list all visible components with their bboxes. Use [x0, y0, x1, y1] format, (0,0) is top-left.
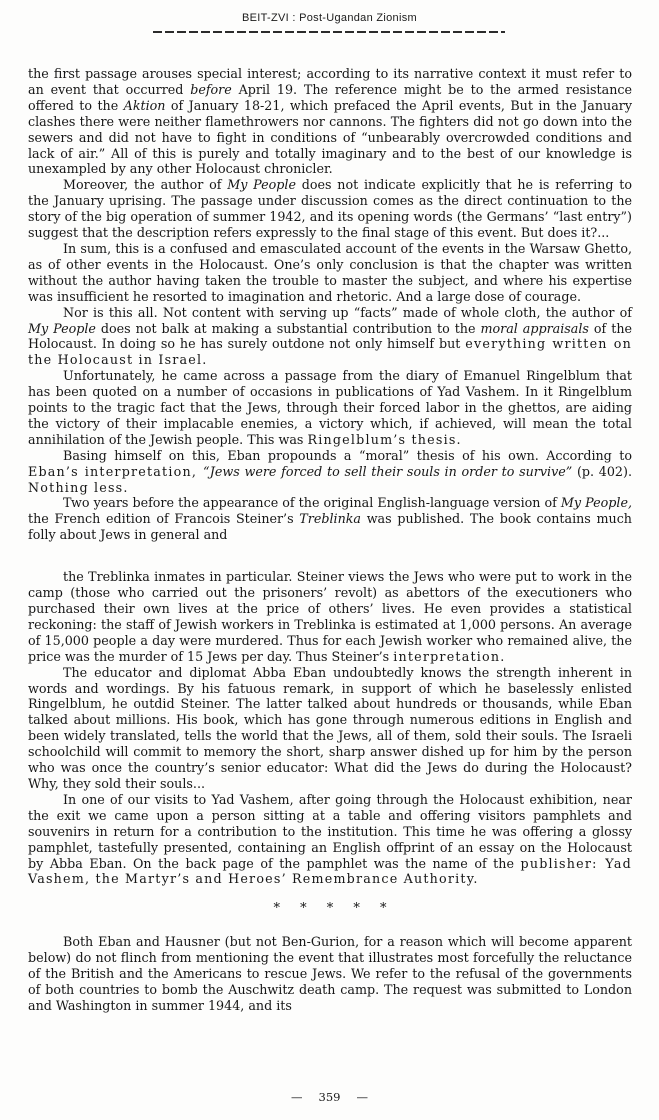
- text-run: April 19. The reference might be to the armed resistance offered to the: [28, 81, 632, 113]
- text-run: Two years before the appearance of the original English-language version of: [63, 495, 561, 511]
- text-run: Nor is this all. Not content with serving up “facts” made of whole cloth, the author of: [63, 304, 632, 320]
- header-rule: [153, 31, 505, 33]
- text-run: Both Eban and Hausner (but not Ben-Gurion, for a reason which will become apparent below) do not flinch from mentioning the event that illustrates most forcefully the reluctance of the British and the Americans to rescue Jews. We refer to the refusal of the governments of both countries to bomb the Auschwitz death camp. The request was submitted to London and Washington in summer 1944, and its: [28, 934, 632, 1013]
- text-run: Nothing less.: [28, 479, 129, 495]
- italic-run: before: [190, 81, 232, 97]
- italic-run: My People: [227, 177, 296, 193]
- section-separator-stars: * * * * *: [273, 901, 387, 917]
- paragraph-12: [28, 934, 632, 1014]
- text-run: interpretation.: [393, 648, 506, 664]
- text-run: does not indicate explicitly that he is referring to the January uprising. The passage under discussion comes as the direct continuation to the story of the big operation of summer 1942, and its opening words (the Germans’ “last entry”) suggest that the description refers expressly to the final stage of this event. But does it?...: [28, 177, 632, 241]
- italic-run: “Jews were forced to sell their souls in order to survive”: [202, 463, 573, 479]
- text-run: the French edition of Francois Steiner’s: [28, 511, 300, 527]
- text-run: everything written on the Holocaust in Israel.: [28, 336, 632, 368]
- text-run: The educator and diplomat Abba Eban undoubtedly knows the strength inherent in words and wordings. By his fatuous remark, in support of which he baselessly enlisted Ringelblum, he outdid Steiner. The latter talked about hundreds or thousands, while Eban talked about millions. His book, which has gone through numerous editions in English and been widely translated, tells the world that the Jews, all of them, sold their souls. The Israeli schoolchild will commit to memory the short, sharp answer dished up for him by the person who was once the country’s senior educator: What did the Jews do during the Holocaust? Why, they sold their souls...: [28, 664, 632, 791]
- text-run: the Treblinka inmates in particular. Steiner views the Jews who were put to work in the camp (those who carried out the prisoners’ revolt) as abettors of the executioners who purchased their own lives at the price of others’ lives. He even provides a statistical reckoning: the staff of Jewish workers in Treblinka is estimated at 1,000 persons. An average of 15,000 people a day were murdered. Thus for each Jewish worker who remained alive, the price was the murder of 15 Jews per day. Thus Steiner’s: [28, 569, 632, 664]
- text-run: In one of our visits to Yad Vashem, after going through the Holocaust exhibition, near the exit we came upon a person sitting at a table and offering visitors pamphlets and souvenirs in return for a contribution to the institution. This time he was offering a glossy pamphlet, tastefully presented, containing an English offprint of an essay on the Holocaust by Abba Eban. On the back page of the pamphlet was the name of the: [28, 791, 632, 871]
- paragraph-4: [28, 305, 632, 369]
- text-run: the first passage arouses special interest; according to its narrative context it must refer to an event that occurred: [28, 66, 632, 97]
- paragraph-7: [28, 495, 632, 543]
- paragraph-2: [28, 177, 632, 241]
- footer-dash-left: —: [291, 1090, 303, 1104]
- text-run: In sum, this is a confused and emasculated account of the events in the Warsaw Ghetto, as of other events in the Holocaust. One’s only conclusion is that the chapter was written without the author having taken the trouble to master the subject, and where his expertise was insufficient he resorted to imagination and rhetoric. And a large dose of courage.: [28, 240, 632, 304]
- paragraph-8: [28, 569, 632, 664]
- text-run: of January 18-21, which prefaced the April events, But in the January clashes there were neither flamethrowers nor cannons. The fighters did not go down into the sewers and did not have to fight in conditions of “unbearably overcrowded conditions and lack of air.” All of this is purely and totally imaginary and to the best of our knowledge is unexampled by any other Holocaust chronicler.: [28, 97, 632, 177]
- italic-run: My People: [28, 320, 96, 336]
- text-run: Ringelblum’s thesis.: [307, 431, 462, 447]
- text-run: Basing himself on this, Eban propounds a “moral” thesis of his own. According to: [63, 447, 632, 463]
- footer-dash-right: —: [356, 1090, 368, 1104]
- italic-run: My People,: [560, 495, 632, 511]
- text-run: Eban’s interpretation,: [28, 463, 203, 479]
- text-run: was published. The book contains much folly about Jews in general and: [28, 511, 632, 543]
- italic-run: moral appraisals: [480, 320, 589, 336]
- italic-run: Aktion: [123, 97, 166, 113]
- page-number: 359: [318, 1090, 341, 1104]
- paragraph-10: [28, 792, 632, 887]
- paragraph-3: [28, 241, 632, 305]
- text-run: publisher: Yad Vashem, the Martyr’s and Heroes’ Remembrance Authority.: [28, 855, 632, 887]
- text-run: Moreover, the author of: [63, 177, 228, 193]
- paragraph-1: [28, 66, 632, 177]
- paragraph-6: [28, 448, 632, 496]
- italic-run: Treblinka: [299, 511, 361, 527]
- paragraph-5: [28, 368, 632, 448]
- text-run: (p. 402).: [572, 463, 632, 479]
- text-run: does not balk at making a substantial contribution to the: [95, 320, 481, 336]
- text-run: Unfortunately, he came across a passage from the diary of Emanuel Ringelblum that has been quoted on a number of occasions in publications of Yad Vashem. In it Ringelblum points to the tragic fact that the Jews, through their forced labor in the ghettos, are aiding the victory of their implacable enemies, a victory which, if achieved, will mean the total annihilation of the Jewish people. This was: [28, 368, 632, 447]
- running-header-title: BEIT-ZVI : Post-Ugandan Zionism: [242, 12, 417, 24]
- body-text: [28, 66, 632, 1014]
- paragraph-9: [28, 665, 632, 792]
- page-footer: [0, 1090, 659, 1104]
- text-run: of the Holocaust. In doing so he has surely outdone not only himself but: [28, 320, 632, 352]
